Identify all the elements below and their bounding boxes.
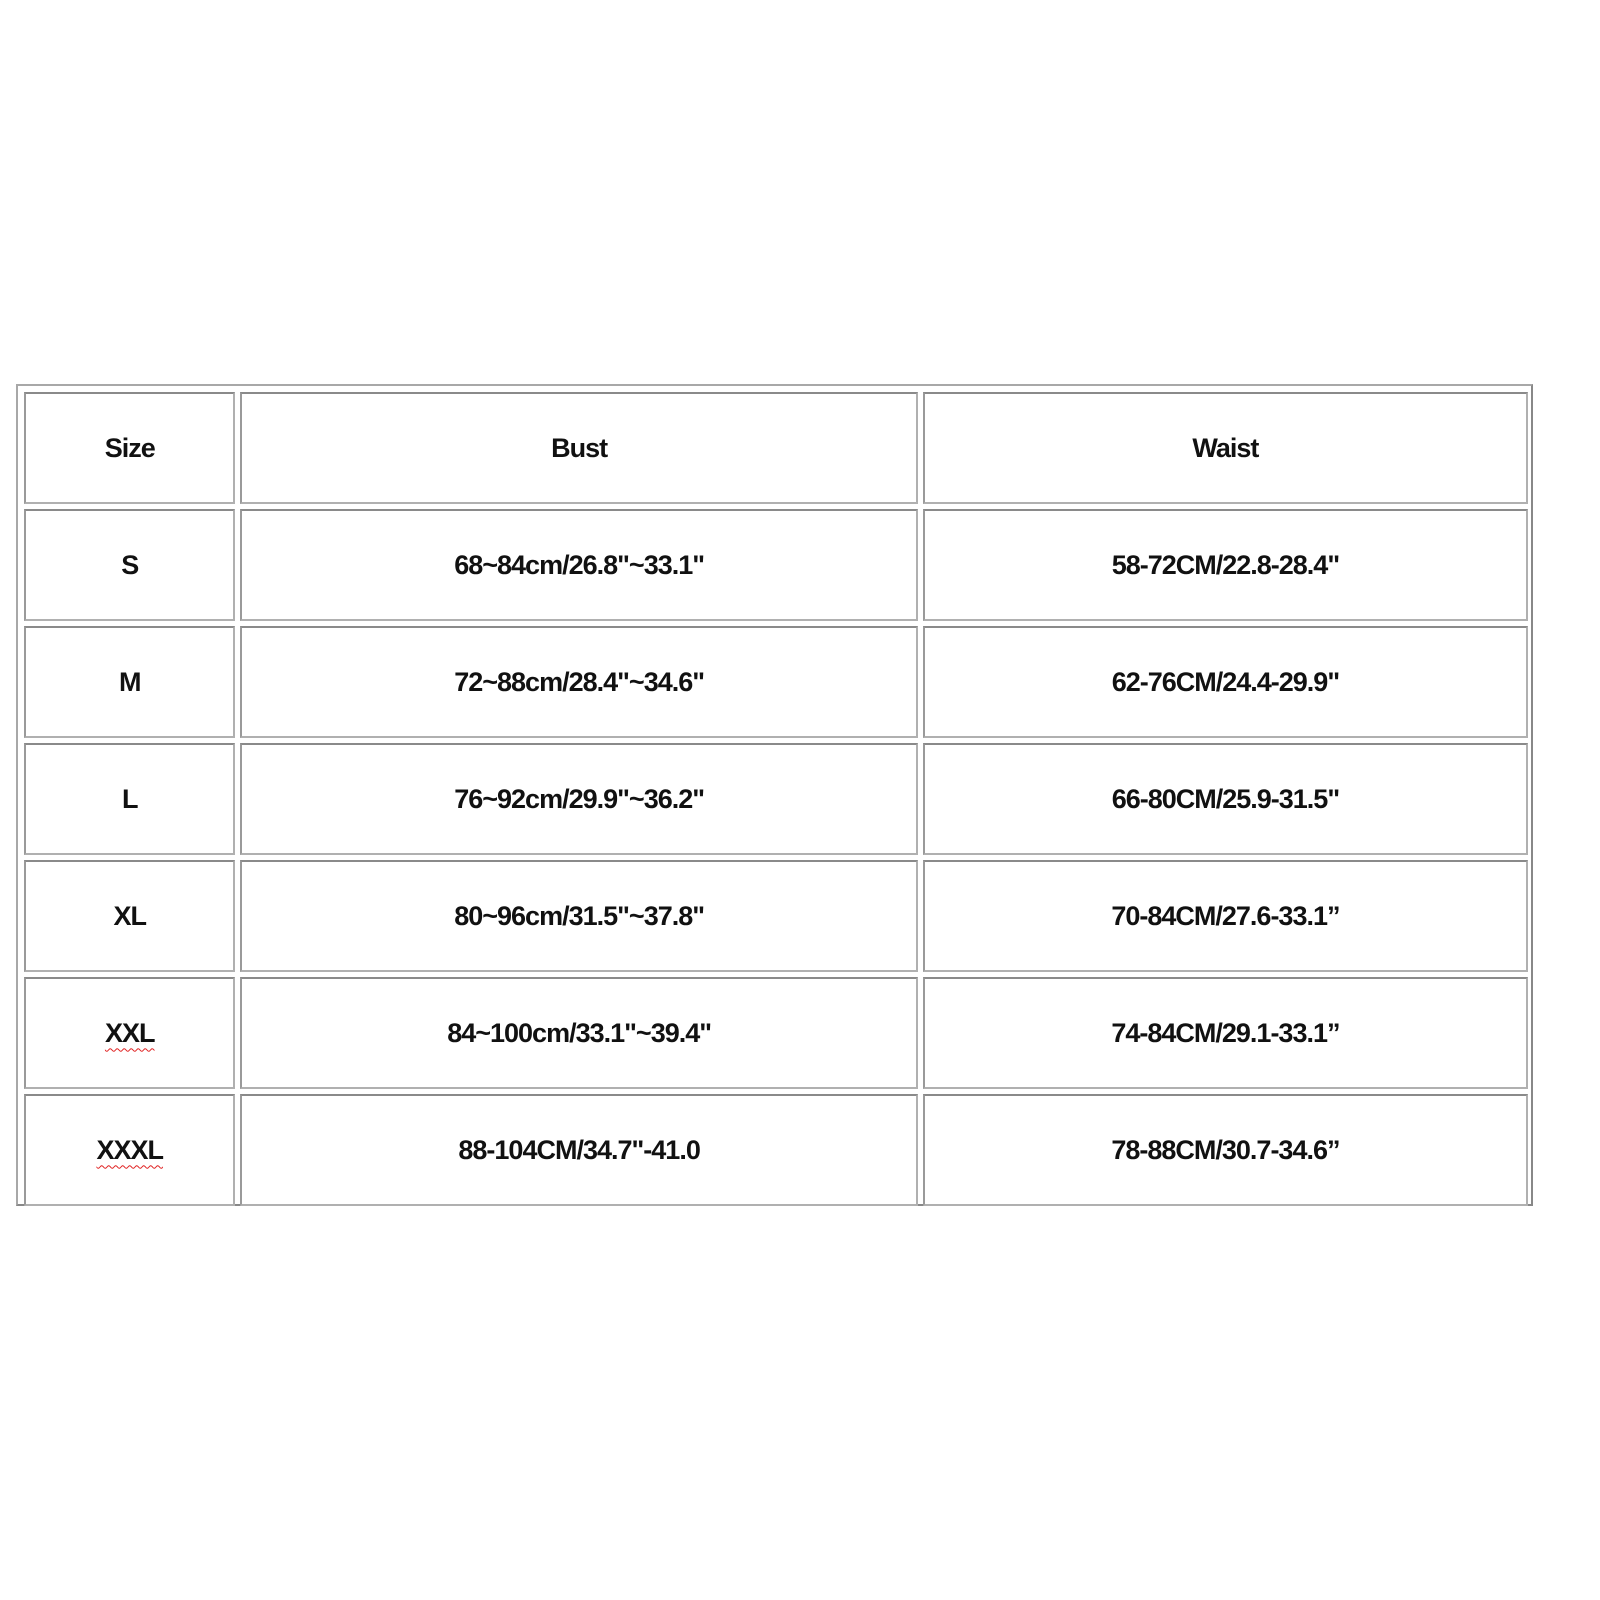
table-row xyxy=(24,509,1528,621)
bust-cell: 76~92cm/29.9"~36.2" xyxy=(240,743,917,855)
waist-cell: 58-72CM/22.8-28.4" xyxy=(923,509,1528,621)
table-row xyxy=(24,743,1528,855)
size-cell: M xyxy=(24,626,235,738)
size-label: XXL xyxy=(104,1017,155,1048)
waist-cell: 70-84CM/27.6-33.1” xyxy=(923,860,1528,972)
size-chart xyxy=(16,384,1533,1206)
table-row xyxy=(24,977,1528,1089)
table-row xyxy=(24,626,1528,738)
size-cell: S xyxy=(24,509,235,621)
size-cell: L xyxy=(24,743,235,855)
bust-cell: 84~100cm/33.1"~39.4" xyxy=(240,977,917,1089)
size-cell xyxy=(24,977,235,1089)
waist-cell: 62-76CM/24.4-29.9" xyxy=(923,626,1528,738)
header-waist: Waist xyxy=(923,392,1528,504)
header-size: Size xyxy=(24,392,235,504)
size-chart-table xyxy=(19,387,1533,1211)
table-row xyxy=(24,860,1528,972)
table-row xyxy=(24,1094,1528,1206)
waist-cell: 78-88CM/30.7-34.6” xyxy=(923,1094,1528,1206)
header-bust: Bust xyxy=(240,392,917,504)
size-cell xyxy=(24,1094,235,1206)
bust-cell: 72~88cm/28.4"~34.6" xyxy=(240,626,917,738)
waist-cell: 66-80CM/25.9-31.5" xyxy=(923,743,1528,855)
bust-cell: 80~96cm/31.5"~37.8" xyxy=(240,860,917,972)
header-row xyxy=(24,392,1528,504)
bust-cell: 68~84cm/26.8"~33.1" xyxy=(240,509,917,621)
size-cell: XL xyxy=(24,860,235,972)
waist-cell: 74-84CM/29.1-33.1” xyxy=(923,977,1528,1089)
size-label: XXXL xyxy=(96,1134,163,1165)
bust-cell: 88-104CM/34.7"-41.0 xyxy=(240,1094,917,1206)
